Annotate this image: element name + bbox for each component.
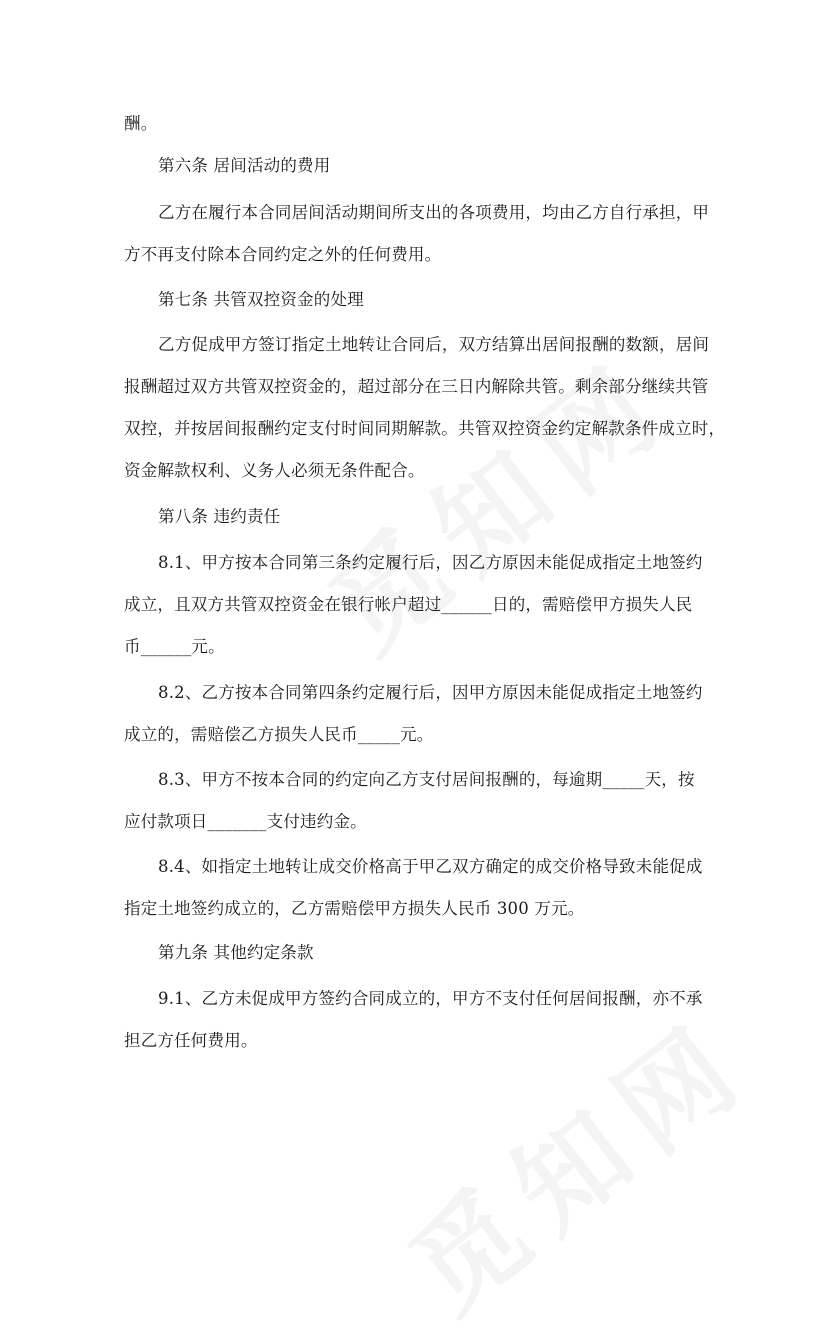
article-9-heading: 第九条 其他约定条款 xyxy=(158,943,314,962)
article-7-text-line: 双控，并按居间报酬约定支付时间同期解款。共管双控资金约定解款条件成立时， xyxy=(124,419,726,438)
article-7-text-line: 资金解款权利、义务人必须无条件配合。 xyxy=(124,461,425,480)
article-6-text-line: 乙方在履行本合同居间活动期间所支出的各项费用，均由乙方自行承担，甲 xyxy=(158,203,710,222)
clause-8-2-line: 8.2、乙方按本合同第四条约定履行后，因甲方原因未能促成指定土地签约 xyxy=(158,683,703,702)
clause-8-2-line: 成立的，需赔偿乙方损失人民币_____元。 xyxy=(124,725,434,744)
clause-8-1-line: 币______元。 xyxy=(124,637,225,656)
clause-8-3-line: 8.3、甲方不按本合同的约定向乙方支付居间报酬的，每逾期_____天，按 xyxy=(158,770,695,789)
clause-9-1-line: 9.1、乙方未促成甲方签约合同成立的，甲方不支付任何居间报酬，亦不承 xyxy=(158,989,703,1008)
article-6-heading: 第六条 居间活动的费用 xyxy=(158,156,331,175)
clause-8-3-line: 应付款项日_______支付违约金。 xyxy=(124,812,367,831)
clause-8-1-line: 8.1、甲方按本合同第三条约定履行后，因乙方原因未能促成指定土地签约 xyxy=(158,553,703,572)
article-7-text-line: 乙方促成甲方签订指定土地转让合同后，双方结算出居间报酬的数额，居间 xyxy=(158,335,710,354)
article-7-heading: 第七条 共管双控资金的处理 xyxy=(158,290,364,309)
clause-8-4-line: 8.4、如指定土地转让成交价格高于甲乙双方确定的成交价格导致未能促成 xyxy=(158,857,703,876)
article-6-text-line: 方不再支付除本合同约定之外的任何费用。 xyxy=(124,245,442,264)
clause-9-1-line: 担乙方任何费用。 xyxy=(124,1031,258,1050)
clause-8-1-line: 成立，且双方共管双控资金在银行帐户超过______日的，需赔偿甲方损失人民 xyxy=(124,595,693,614)
article-8-heading: 第八条 违约责任 xyxy=(158,507,281,526)
paragraph-continuation: 酬。 xyxy=(124,114,158,133)
watermark xyxy=(293,317,698,682)
article-7-text-line: 报酬超过双方共管双控资金的，超过部分在三日内解除共管。剩余部分继续共管 xyxy=(124,377,709,396)
clause-8-4-line: 指定土地签约成立的，乙方需赔偿甲方损失人民币 300 万元。 xyxy=(124,899,585,918)
